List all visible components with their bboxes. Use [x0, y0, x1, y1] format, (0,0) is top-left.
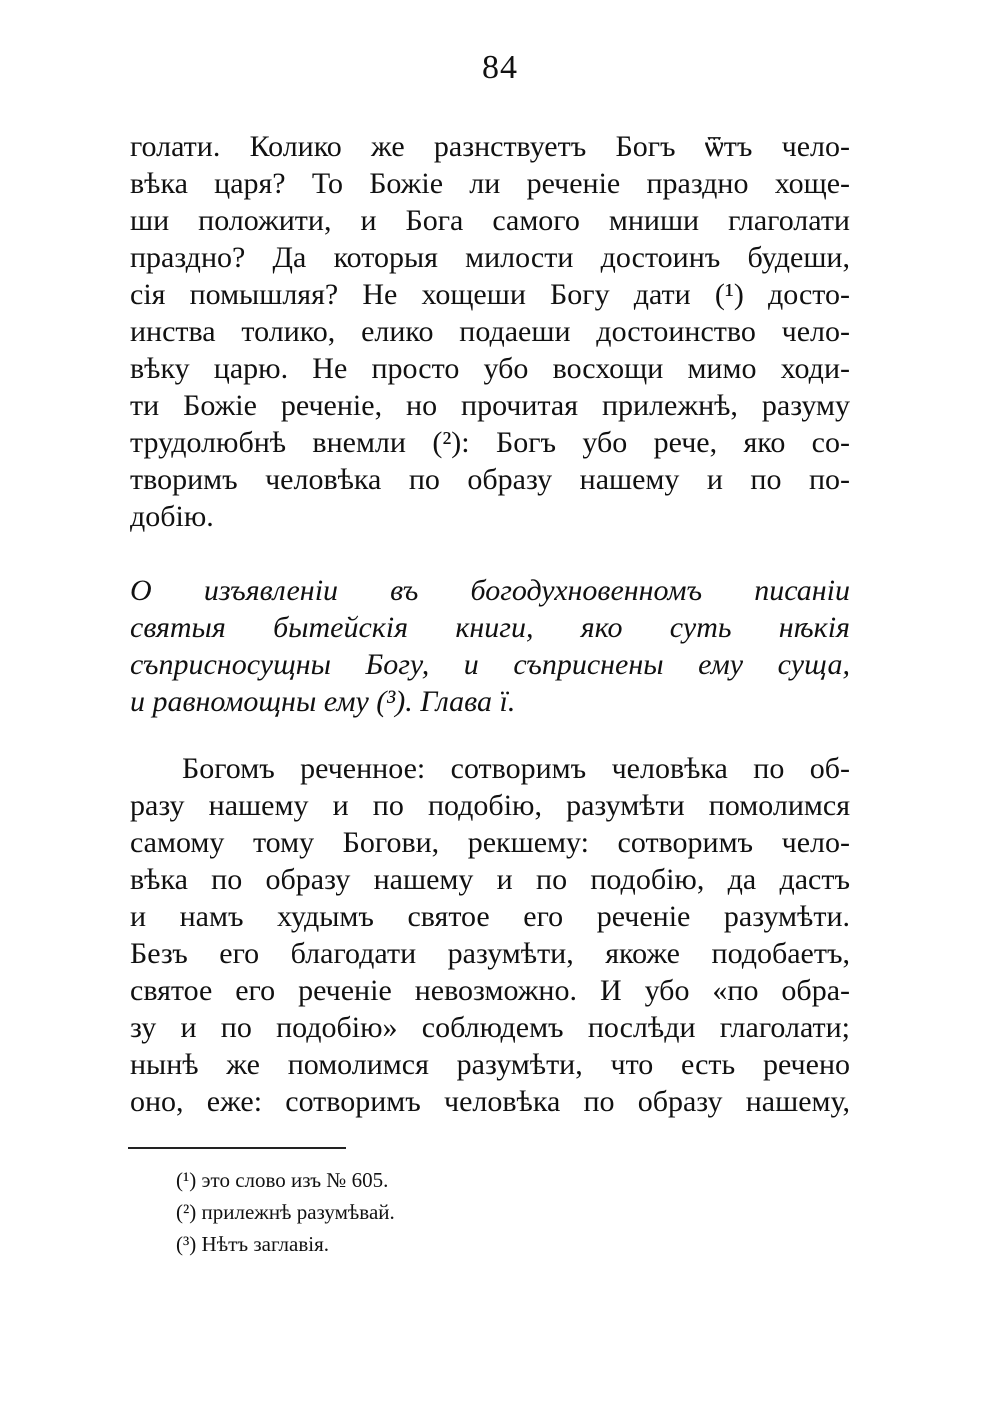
text-line: нынѣ же помолимся разумѣти, что есть речено	[130, 1048, 850, 1081]
text-line: и намъ худымъ святое его реченіе разумѣти.	[130, 900, 850, 933]
paragraph-continuation	[130, 128, 850, 535]
footnote-1: (¹) это слово изъ № 605.	[176, 1168, 389, 1192]
text-line: вѣку царю. Не просто убо восхощи мимо ходи-	[130, 352, 850, 385]
text-line: инства толико, елико подаеши достоинство чело-	[130, 315, 850, 348]
text-line: трудолюбнѣ внемли (²): Богъ убо рече, яко со-	[130, 426, 850, 459]
text-line-first: Богомъ реченное: сотворимъ человѣка по об-	[182, 752, 850, 785]
text-line: сія помышляя? Не хощеши Богу дати (¹) досто-	[130, 278, 850, 311]
text-line: зу и по подобію» соблюдемъ послѣди глаголати;	[130, 1011, 850, 1044]
text-line: голати. Колико же разнствуетъ Богъ ѿтъ чело-	[130, 130, 850, 163]
text-line: ти Божіе реченіе, но прочитая прилежнѣ, разуму	[130, 389, 850, 422]
footnote-3: (³) Нѣтъ заглавія.	[176, 1232, 330, 1256]
footnote-divider	[128, 1147, 346, 1149]
text-line-last: добію.	[130, 500, 214, 533]
heading-line: святыя бытейскія книги, яко суть нѣкія	[130, 611, 850, 644]
text-line: вѣка царя? То Божіе ли реченіе праздно хоще-	[130, 167, 850, 200]
heading-line: О изъявленіи въ богодухновенномъ писаніи	[130, 574, 850, 607]
heading-line-last: и равномощны ему (³). Глава ї.	[130, 685, 516, 718]
text-line: святое его реченіе невозможно. И убо «по обра-	[130, 974, 850, 1007]
text-line: оно, еже: сотворимъ человѣка по образу нашему,	[130, 1085, 850, 1118]
text-line: праздно? Да которыя милости достоинъ будеши,	[130, 241, 850, 274]
page-number: 84	[482, 49, 518, 86]
text-line: разу нашему и по подобію, разумѣти помолимся	[130, 789, 850, 822]
text-line: творимъ человѣка по образу нашему и по по-	[130, 463, 850, 496]
footnote-2: (²) прилежнѣ разумѣвай.	[176, 1200, 395, 1224]
chapter-paragraph	[130, 750, 850, 1120]
text-line: самому тому Богови, рекшему: сотворимъ чело-	[130, 826, 850, 859]
text-line: ши положити, и Бога самого мниши глаголати	[130, 204, 850, 237]
text-line: вѣка по образу нашему и по подобію, да дастъ	[130, 863, 850, 896]
footnotes	[176, 1164, 696, 1260]
heading-line: съприсносущны Богу, и съприснены ему суща,	[130, 648, 850, 681]
text-line: Безъ его благодати разумѣти, якоже подобаетъ,	[130, 937, 850, 970]
chapter-heading	[130, 572, 850, 720]
